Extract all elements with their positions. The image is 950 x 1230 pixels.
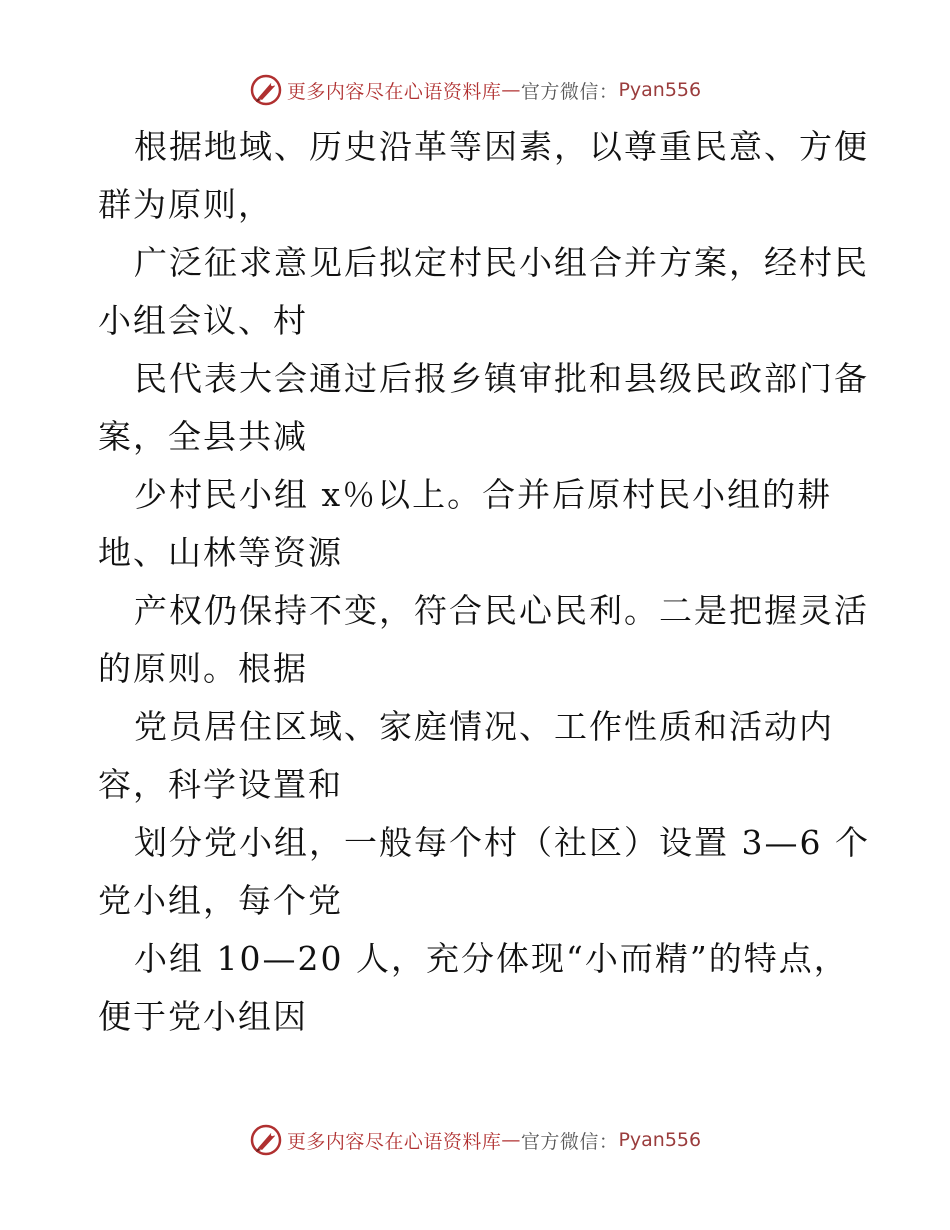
paragraph [98,234,869,350]
paragraph-line: 少村民小组 x％以上。合并后原村民小组的耕 [134,475,833,514]
paragraph-line: 小组会议、村 [98,301,308,340]
footer-banner [0,1120,950,1160]
paragraph-line: 广泛征求意见后拟定村民小组合并方案，经村民 [134,243,869,282]
paragraph [98,814,870,930]
header-banner [0,70,950,110]
paragraph-line: 根据地域、历史沿革等因素，以尊重民意、方便 [134,127,869,166]
paragraph [98,582,869,698]
paragraph-line: 地、山林等资源 [98,533,343,572]
footer-slogan: 更多内容尽在心语资料库 [286,1130,502,1153]
pen-logo-icon [249,1123,283,1157]
paragraph-line: 容，科学设置和 [98,765,343,804]
document-body [98,118,870,1046]
pen-logo-icon [249,73,283,107]
paragraph-line: 划分党小组，一般每个村（社区）设置 3—6 个 [134,823,870,862]
paragraph [98,930,858,1046]
paragraph-line: 便于党小组因 [98,997,308,1036]
header-slogan: 更多内容尽在心语资料库 [286,80,502,103]
paragraph-line: 产权仍保持不变，符合民心民利。二是把握灵活 [134,591,869,630]
paragraph-line: 案，全县共减 [98,417,308,456]
paragraph-line: 民代表大会通过后报乡镇审批和县级民政部门备 [134,359,869,398]
paragraph-line: 党员居住区域、家庭情况、工作性质和活动内 [134,707,834,746]
header-separator: — [501,79,521,101]
footer-label: 官方微信： [520,1130,619,1153]
paragraph-line: 群为原则， [98,185,273,224]
footer-separator: — [501,1129,521,1151]
paragraph [98,350,869,466]
footer-account: Pyan556 [618,1129,702,1151]
paragraph-line: 小组 10—20 人，充分体现“小而精”的特点， [134,939,849,978]
paragraph [98,118,869,234]
paragraph [98,466,858,582]
paragraph-line: 党小组，每个党 [98,881,343,920]
paragraph-line: 的原则。根据 [98,649,308,688]
header-label: 官方微信： [520,80,619,103]
header-account: Pyan556 [618,79,702,101]
paragraph [98,698,858,814]
